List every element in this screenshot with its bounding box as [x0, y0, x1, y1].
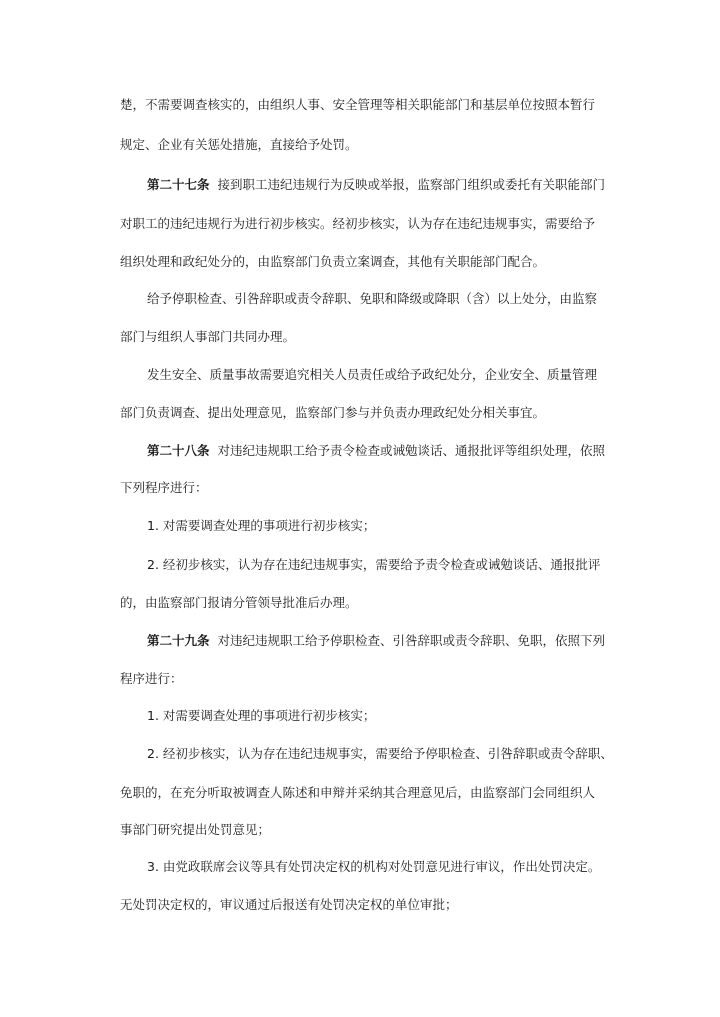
- paragraph-line: 规定、企业有关惩处措施，直接给予处罚。: [120, 137, 358, 152]
- paragraph-line: 发生安全、质量事故需要追究相关人员责任或给予政纪处分，企业安全、质量管理: [147, 367, 598, 382]
- article-27-text: 接到职工违纪违规行为反映或举报，监察部门组织或委托有关职能部门: [217, 177, 605, 192]
- article-29-line: [147, 632, 620, 650]
- paragraph-line: 组织处理和政纪处分的，由监察部门负责立案调查，其他有关职能部门配合。: [120, 254, 546, 269]
- paragraph-line: 部门与组织人事部门共同办理。: [120, 329, 296, 344]
- paragraph-line: 的，由监察部门报请分管领导批准后办理。: [120, 595, 358, 610]
- article-28-line: [147, 442, 620, 460]
- list-item: 2. 经初步核实，认为存在违纪违规事实，需要给予停职检查、引咎辞职或责令辞职、: [147, 746, 613, 761]
- article-27-line: [147, 176, 620, 194]
- list-item: 3. 由党政联席会议等具有处罚决定权的机构对处罚意见进行审议，作出处罚决定。: [147, 859, 601, 874]
- article-29-heading: 第二十九条: [147, 633, 210, 648]
- paragraph-line: 无处罚决定权的，审议通过后报送有处罚决定权的单位审批；: [120, 897, 458, 912]
- paragraph-line: 对职工的违纪违规行为进行初步核实。经初步核实，认为存在违纪违规事实，需要给予: [120, 216, 596, 231]
- paragraph-line: 免职的，在充分听取被调查人陈述和申辩并采纳其合理意见后，由监察部门会同组织人: [120, 785, 596, 800]
- article-28-heading: 第二十八条: [147, 443, 210, 458]
- article-27-heading: 第二十七条: [147, 177, 210, 192]
- list-item: 2. 经初步核实，认为存在违纪违规事实，需要给予责令检查或诫勉谈话、通报批评: [147, 557, 601, 572]
- paragraph-line: 楚，不需要调查核实的，由组织人事、安全管理等相关职能部门和基层单位按照本暂行: [120, 97, 596, 112]
- paragraph-line: 给予停职检查、引咎辞职或责令辞职、免职和降级或降职（含）以上处分，由监察: [147, 291, 598, 306]
- list-item: 1. 对需要调查处理的事项进行初步核实；: [147, 518, 376, 533]
- article-28-text: 对违纪违规职工给予责令检查或诫勉谈话、通报批评等组织处理，依照: [217, 443, 605, 458]
- article-29-text: 对违纪违规职工给予停职检查、引咎辞职或责令辞职、免职，依照下列: [217, 633, 605, 648]
- paragraph-line: 部门负责调查、提出处理意见，监察部门参与并负责办理政纪处分相关事宜。: [120, 405, 546, 420]
- paragraph-line: 程序进行：: [120, 671, 183, 686]
- list-item: 1. 对需要调查处理的事项进行初步核实；: [147, 708, 376, 723]
- paragraph-line: 事部门研究提出处罚意见；: [120, 822, 271, 837]
- paragraph-line: 下列程序进行：: [120, 480, 208, 495]
